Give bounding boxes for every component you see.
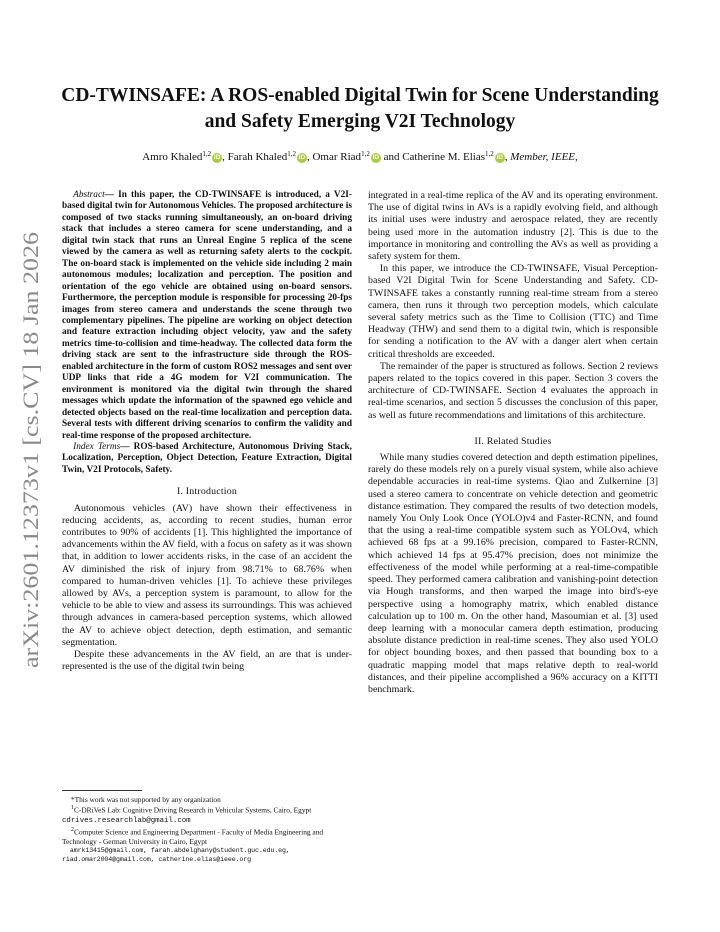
section-heading-introduction: I. Introduction xyxy=(176,486,238,498)
right-column xyxy=(368,190,658,696)
index-terms xyxy=(62,442,352,476)
footnote-funding: *This work was not supported by any organization xyxy=(70,795,221,804)
related-paragraph-1: While many studies covered detection and depth estimation pipelines, rarely do these models rely on a purely visual system, while also achieve dependable accuracies in real-time systems. Qiao and Zulkernine [3] used a stereo camera to concentrate on vehicle detection and geometric distance estimation. They compared the results of two detection models, namely You Only Look Once (YOLO)v4 and Faster-RCNN, and found that the using a real-time compatible system such as YOLOv4, which achieved 68 fps at a 99.16% precision, compared to Faster-RCNN, which achieved 14 fps at 95.47% precision, does not minimize the effectiveness of the model while performing at a real-time-compatible speed. They performed camera calibration and vanishing-point detection via Hough transforms, and then warped the image into bird's-eye perspective using a homography matrix, which enabled distance calculation up to 100 m. On the other hand, Masoumian et al. [3] used deep learning with a monocular camera depth estimation, producing absolute distance prediction in real-time scenes. They also used YOLO for object bounding boxes, and then passed that bounding box to a quadratic mapping model that maps relative depth to real-world distances, and their pipeline accomplished a 96% accuracy on a KITTI benchmark. xyxy=(368,452,658,695)
arxiv-stamp xyxy=(10,230,50,670)
author-1: Amro Khaled xyxy=(142,151,203,163)
footnote-mark: 2 xyxy=(70,827,74,834)
footnote-emails[interactable]: amrk13415@gmail.com, farah.abdelghany@student.guc.edu.eg, riad.omar2004@gmail.com, catherine.elias@ieee.org xyxy=(62,846,290,864)
author-2: Farah Khaled xyxy=(227,151,288,163)
author-affil: 1,2 xyxy=(287,150,296,158)
author-line xyxy=(40,147,680,164)
footnote-affil-2-text: Computer Science and Engineering Department - Faculty of Media Engineering and Technology - German University in Cairo, Egypt xyxy=(62,827,324,846)
left-column xyxy=(62,190,352,673)
orcid-icon[interactable]: iD xyxy=(213,154,221,161)
author-affil: 1,2 xyxy=(202,150,212,158)
section-heading-related-studies: II. Related Studies xyxy=(474,435,552,447)
paper-title: CD-TWINSAFE: A ROS-enabled Digital Twin for Scene Understanding and Safety Emerging V2I Technology xyxy=(61,85,659,132)
orcid-icon[interactable]: iD xyxy=(496,154,503,161)
author-affil: 1,2 xyxy=(485,150,494,158)
intro-paragraph-1: Autonomous vehicles (AV) have shown their effectiveness in reducing accidents, as, according to recent studies, human error contributes to 90% of accidents [1]. This highlighted the importance of advancements within the AV field, with a focus on safety as it was shown that, in addition to lower accidents risks, in the case of an accident the AV diminished the risk of injury from 98.71% to 68.76% when compared to human-driven vehicles [1]. To achieve these privileges allowed by AVs, a perception system is paramount, to allow for the vehicle to be able to view and assess its surroundings. This was achieved through advances in camera-based perception systems, which allowed the AV to achieve object detection, depth estimation, and semantic segmentation. xyxy=(62,502,352,648)
author-sep: , xyxy=(504,151,511,163)
author-membership: Member, IEEE, xyxy=(510,151,578,163)
footnotes xyxy=(62,790,352,864)
author-affil: 1,2 xyxy=(361,150,370,158)
abstract-text: — In this paper, the CD-TWINSAFE is introduced, a V2I-based digital twin for Autonomous Vehicles. The proposed architecture is composed of two stacks running simultaneously, an on-board driving stack that includes a stereo camera for scene understanding, and a digital twin stack that runs an Unreal Engine 5 replica of the scene viewed by the camera as well as returning safety alerts to the cockpit. The on-board stack is implemented on the vehicle side including 2 main autonomous modules; localization and perception. The position and orientation of the ego vehicle are obtained using on-board sensors. Furthermore, the perception module is responsible for processing 20-fps images from stereo camera and understands the scene through two complementary pipelines. The pipeline are working on object detection and feature extraction including object velocity, yaw and the safety metrics time-to-collision and time-headway. The collected data form the driving stack are sent to the infrastructure side through the ROS-enabled architecture in the form of custom ROS2 messages and sent over UDP links that ride a 4G modem for V2I communication. The environment is monitored via the digital twin through the shared messages which update the information of the spawned ego vehicle and detected objects based on the real-time localization and perception data. Several tests with different driving scenarios to confirm the validity and real-time response of the proposed architecture. xyxy=(62,190,352,441)
author-sep: , xyxy=(222,151,228,163)
orcid-icon[interactable]: iD xyxy=(372,154,380,161)
author-4: Catherine M. Elias xyxy=(402,151,485,163)
intro-paragraph-4: In this paper, we introduce the CD-TWINSAFE, Visual Perception-based V2I Digital Twin for Scene Understanding and Safety. CD-TWINSAFE takes a constantly running real-time stream from a stereo camera, then runs it through two perception models, which calculate several safety metrics such as the Time to Collision (TTC) and Time Headway (THW) and send them to a digital twin, which is responsible for sending a notification to the AV with a danger alert when certain critical thresholds are exceeded. xyxy=(368,263,658,360)
orcid-icon[interactable]: iD xyxy=(298,154,306,161)
arxiv-id: arXiv:2601.12373v1 [cs.CV] 18 Jan 2026 xyxy=(18,298,43,668)
author-sep: , xyxy=(306,151,313,163)
footnote-affil-2 xyxy=(62,826,352,846)
footnote-affil-1-text: C-DRiVeS Lab: Cognitive Driving Research in Vehicular Systems, Cairo, Egypt xyxy=(73,805,312,815)
index-terms-label: Index Terms xyxy=(73,441,121,452)
intro-paragraph-3: integrated in a real-time replica of the AV and its operating environment. The use of digital twins in AVs is a rapidly evolving field, and although its initial uses were industry and aerospace related, they are recently being used more in the automation industry [2]. This is due to the importance in monitoring and controlling the AVs as well as providing a safety system for them. xyxy=(368,190,658,263)
footnote-mark: 1 xyxy=(70,805,74,812)
footnote-rule xyxy=(62,790,142,791)
author-3: Omar Riad xyxy=(312,151,362,163)
footnote-affil-1 xyxy=(62,804,352,826)
intro-paragraph-5: The remainder of the paper is structured as follows. Section 2 reviews papers related to the topics covered in this paper. Section 3 covers the architecture of CD-TWINSAFE. Section 4 evaluates the approach in real-time scenarios, and section 5 discusses the conclusion of this paper, as well as future recommendations and limitations of this architecture. xyxy=(368,360,658,421)
footnote-lab-email[interactable]: cdrives.researchlab@gmail.com xyxy=(62,816,191,825)
abstract-label: Abstract xyxy=(73,190,105,200)
intro-paragraph-2: Despite these advancements in the AV field, an are that is under-represented is the use of the digital twin being xyxy=(62,648,352,673)
index-terms-text: — ROS-based Architecture, Autonomous Driving Stack, Localization, Perception, Object Detection, Feature Extraction, Digital Twin, V2I Protocols, Safety. xyxy=(62,441,352,475)
abstract xyxy=(62,190,352,442)
author-and: and xyxy=(380,151,403,163)
